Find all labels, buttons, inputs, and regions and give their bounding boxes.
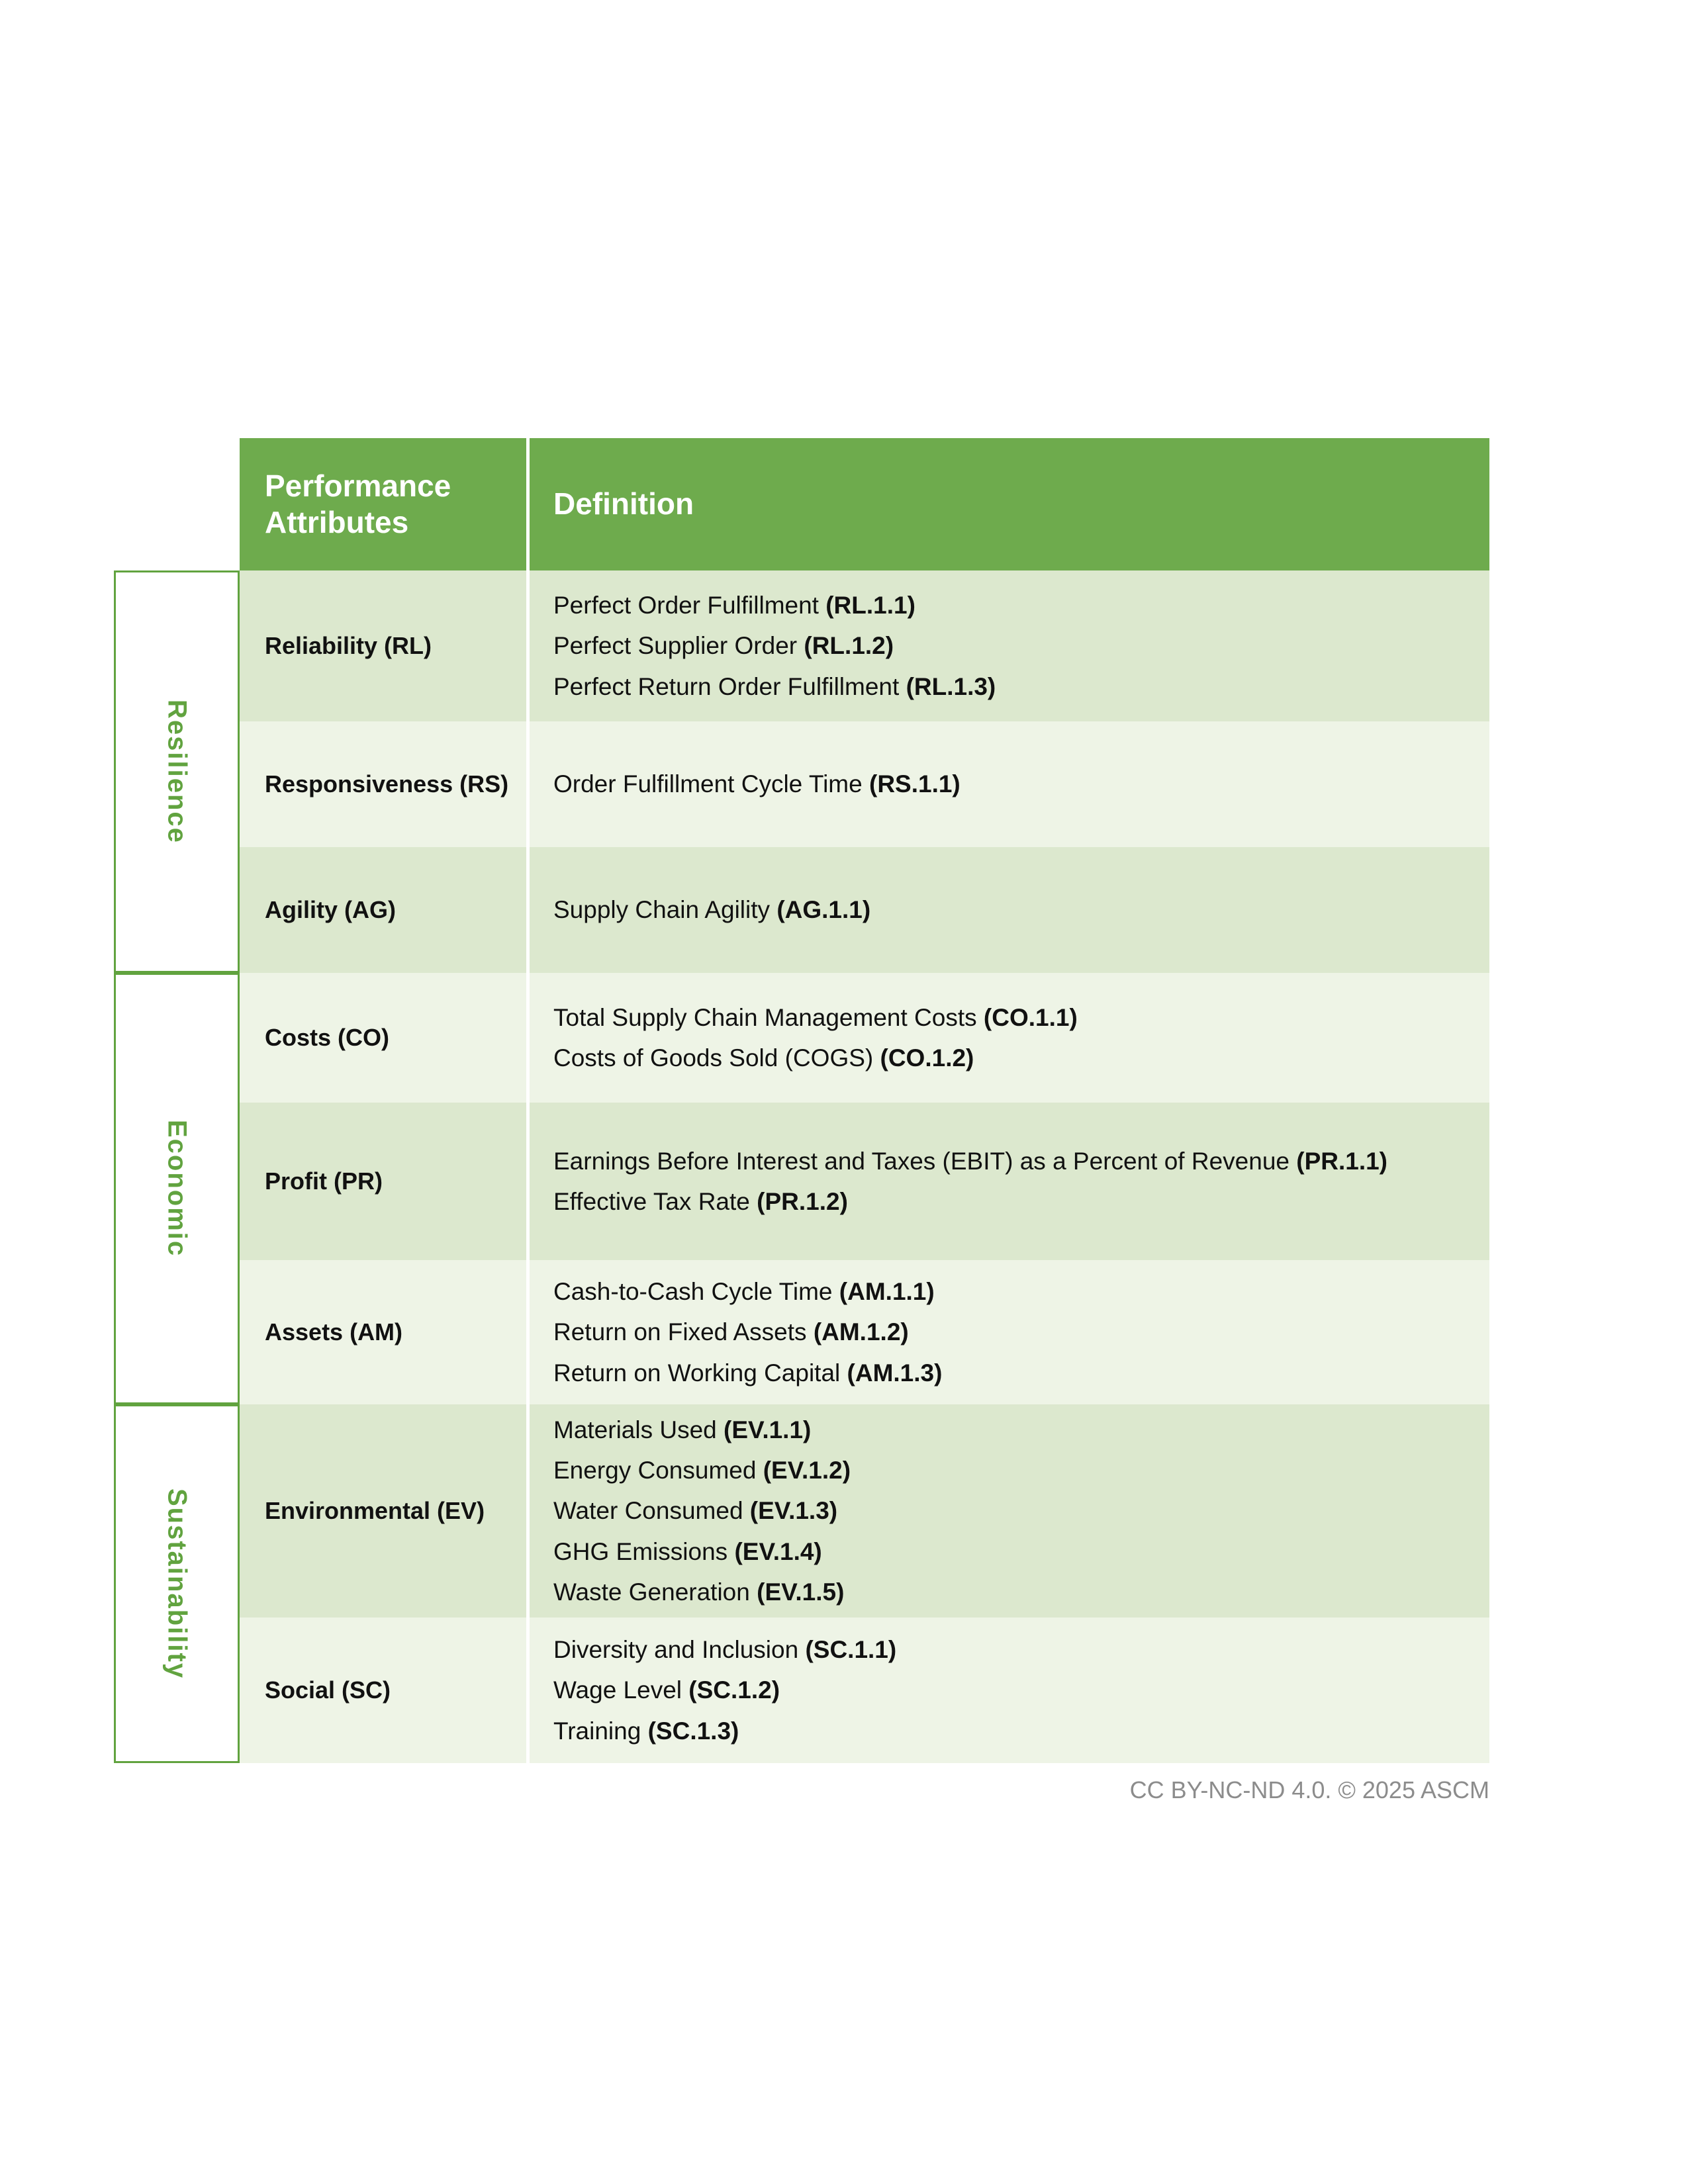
metric-code: (RL.1.2): [804, 632, 894, 660]
definition-cell: [530, 973, 1489, 1103]
metric-name: Wage Level: [553, 1676, 689, 1704]
group-label-text: Economic: [162, 1120, 192, 1257]
header-definition-label: Definition: [553, 486, 694, 522]
group-label-text: Sustainability: [162, 1488, 192, 1680]
metric-name: Total Supply Chain Management Costs: [553, 1003, 984, 1031]
definition-line: [553, 1141, 1489, 1181]
definition-line: [553, 1572, 1489, 1612]
metric-code: (PR.1.1): [1296, 1147, 1388, 1175]
metric-code: (CO.1.2): [880, 1044, 974, 1071]
definition-cell: [530, 847, 1489, 973]
metric-name: Order Fulfillment Cycle Time: [553, 770, 869, 798]
definition-line: [553, 1312, 1489, 1352]
attribute-cell: [240, 721, 530, 847]
attribute-cell: [240, 1404, 530, 1617]
attribute-cell: [240, 1617, 530, 1763]
metric-code: (EV.1.5): [757, 1578, 845, 1606]
metric-name: Energy Consumed: [553, 1457, 763, 1484]
metric-name: GHG Emissions: [553, 1537, 735, 1565]
metric-name: Training: [553, 1717, 648, 1745]
definition-line: [553, 1181, 1489, 1222]
definition-line: [553, 997, 1489, 1038]
definition-line: [553, 1711, 1489, 1751]
metric-name: Perfect Supplier Order: [553, 632, 804, 660]
definition-line: [553, 585, 1489, 625]
attribute-label: Costs (CO): [265, 1024, 389, 1051]
header-performance-attributes: [240, 438, 530, 570]
group-label-sustainability: [114, 1404, 240, 1763]
group-label-resilience: [114, 570, 240, 973]
attribute-label: Assets (AM): [265, 1318, 403, 1345]
attribute-label: Agility (AG): [265, 896, 396, 923]
definition-line: [553, 1353, 1489, 1393]
license-text: CC BY-NC-ND 4.0. © 2025 ASCM: [1129, 1776, 1489, 1803]
metric-code: (SC.1.3): [647, 1717, 739, 1745]
metric-name: Water Consumed: [553, 1497, 750, 1525]
metric-code: (AG.1.1): [776, 896, 871, 924]
metric-code: (RL.1.3): [906, 672, 996, 700]
metric-name: Waste Generation: [553, 1578, 757, 1606]
attribute-label: Profit (PR): [265, 1167, 383, 1195]
attribute-cell: [240, 1103, 530, 1260]
attribute-cell: [240, 847, 530, 973]
definition-line: [553, 1670, 1489, 1710]
attribute-cell: [240, 973, 530, 1103]
definition-cell: [530, 1617, 1489, 1763]
definition-line: [553, 1490, 1489, 1531]
definition-cell: [530, 570, 1489, 721]
definition-line: [553, 1038, 1489, 1078]
metric-code: (PR.1.2): [757, 1188, 848, 1215]
definition-line: [553, 1450, 1489, 1490]
metric-name: Perfect Return Order Fulfillment: [553, 672, 906, 700]
attribute-cell: [240, 1260, 530, 1404]
metric-name: Return on Working Capital: [553, 1359, 847, 1387]
metric-code: (AM.1.2): [813, 1318, 909, 1346]
metric-code: (EV.1.1): [724, 1416, 812, 1444]
definition-line: [553, 1629, 1489, 1670]
metric-code: (AM.1.1): [839, 1278, 935, 1306]
metric-name: Perfect Order Fulfillment: [553, 592, 826, 619]
metric-name: Diversity and Inclusion: [553, 1636, 806, 1664]
metric-name: Costs of Goods Sold (COGS): [553, 1044, 880, 1071]
metric-name: Supply Chain Agility: [553, 896, 777, 924]
group-label-economic: [114, 973, 240, 1404]
definition-cell: [530, 1404, 1489, 1617]
definition-line: [553, 1531, 1489, 1572]
header-performance-attributes-label: Performance Attributes: [265, 468, 451, 539]
definition-cell: [530, 1260, 1489, 1404]
metric-name: Materials Used: [553, 1416, 724, 1444]
metric-name: Effective Tax Rate: [553, 1188, 757, 1215]
attribute-cell: [240, 570, 530, 721]
attribute-label: Social (SC): [265, 1676, 391, 1704]
definition-cell: [530, 1103, 1489, 1260]
attribute-label: Responsiveness (RS): [265, 770, 509, 797]
scor-performance-attributes-table: [114, 438, 1489, 1763]
metric-code: (SC.1.1): [805, 1636, 897, 1664]
header-definition: [530, 438, 1489, 570]
definition-line: [553, 625, 1489, 666]
definition-line: [553, 764, 1489, 804]
definition-line: [553, 889, 1489, 930]
definition-line: [553, 1410, 1489, 1450]
definition-line: [553, 1271, 1489, 1312]
definition-line: [553, 666, 1489, 707]
metric-code: (EV.1.4): [734, 1537, 822, 1565]
attribute-label: Environmental (EV): [265, 1497, 485, 1524]
metric-code: (CO.1.1): [983, 1003, 1078, 1031]
metric-code: (EV.1.2): [763, 1457, 851, 1484]
metric-code: (SC.1.2): [688, 1676, 780, 1704]
metric-code: (RL.1.1): [825, 592, 915, 619]
attribute-label: Reliability (RL): [265, 632, 432, 659]
metric-code: (EV.1.3): [749, 1497, 838, 1525]
metric-name: Cash-to-Cash Cycle Time: [553, 1278, 839, 1306]
metric-name: Earnings Before Interest and Taxes (EBIT) as a Percent of Revenue: [553, 1147, 1297, 1175]
metric-code: (RS.1.1): [869, 770, 961, 798]
group-label-text: Resilience: [162, 700, 192, 844]
metric-name: Return on Fixed Assets: [553, 1318, 814, 1346]
metric-code: (AM.1.3): [847, 1359, 943, 1387]
definition-cell: [530, 721, 1489, 847]
